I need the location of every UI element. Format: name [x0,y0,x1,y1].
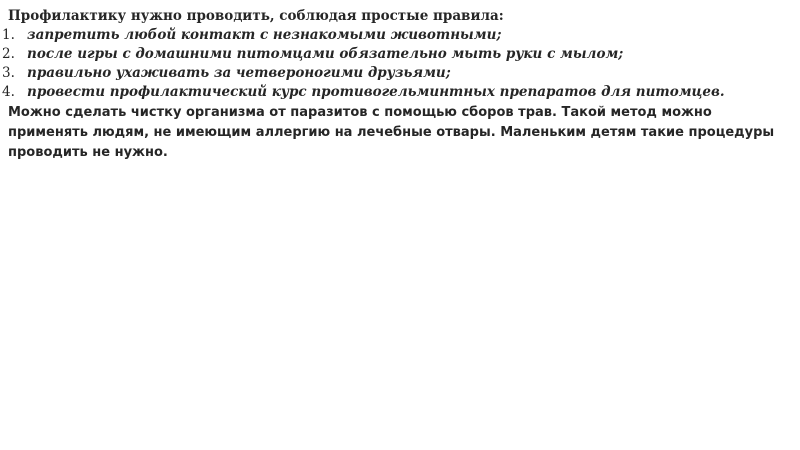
rule-text: правильно ухаживать за четвероногими друзьями; [27,64,451,81]
rule-item-1 [0,25,725,44]
rule-number: 4. [2,83,15,100]
rule-number: 1. [2,26,15,43]
rule-item-3 [0,63,725,82]
rule-item-4 [0,82,725,101]
slide-heading: Профилактику нужно проводить, соблюдая простые правила: [8,8,504,24]
rule-text: провести профилактический курс противогельминтных препаратов для питомцев. [27,83,725,100]
rule-text: после игры с домашними питомцами обязательно мыть руки с мылом; [27,45,624,62]
rule-number: 3. [2,64,15,81]
rule-text: запретить любой контакт с незнакомыми животными; [27,26,502,43]
rule-number: 2. [2,45,15,62]
body-paragraph: Можно сделать чистку организма от паразитов с помощью сборов трав. Такой метод можно применять людям, не имеющим аллергию на лечебные отвары. Маленьким детям такие процедуры проводить не нужно. [8,105,775,160]
rules-list [0,25,725,101]
rule-item-2 [0,44,725,63]
